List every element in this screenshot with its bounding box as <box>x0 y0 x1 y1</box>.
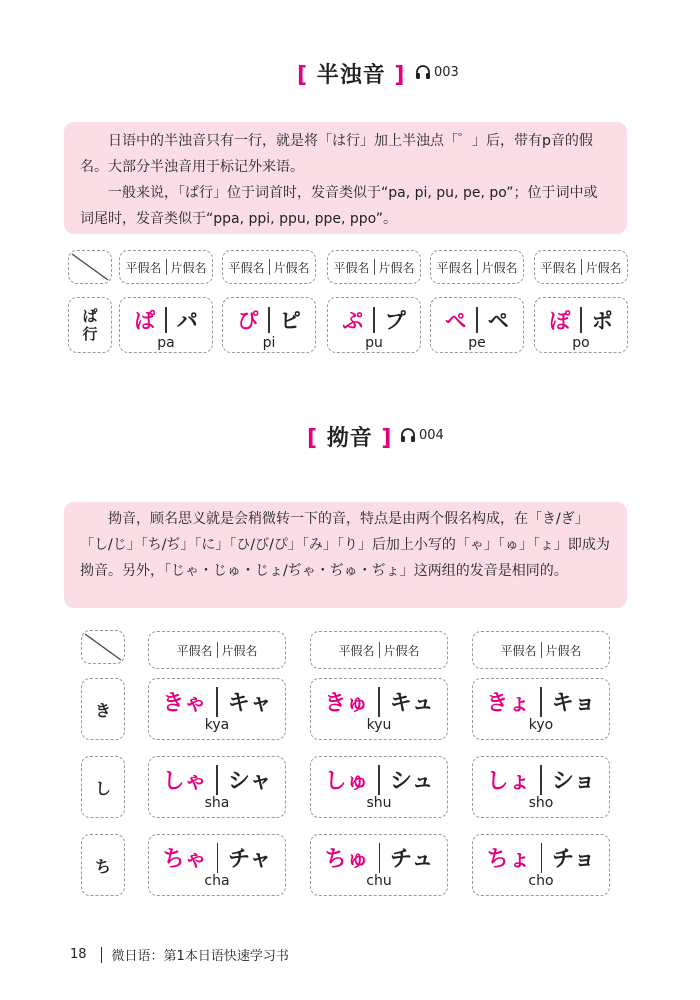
kana-cell <box>148 756 286 818</box>
kana-cell <box>310 834 448 896</box>
kana-pair <box>149 764 285 795</box>
diagonal-line <box>69 251 111 283</box>
section2-para1: 拗音，顾名思义就是会稍微转一下的音，特点是由两个假名构成，在「き/ぎ」「し/じ」「ち/ぢ」「に」「ひ/び/ぴ」「み」「り」后加上小写的「ゃ」「ゅ」「ょ」即成为拗音。另外，「じゃ・じゅ・じょ/ぢゃ・ぢゅ・ぢょ」这两组的发音是相同的。 <box>80 511 610 579</box>
hiragana: ちゃ <box>162 847 207 872</box>
kana-pair <box>149 842 285 873</box>
kana-cell <box>472 678 610 740</box>
kana-pair <box>311 764 447 795</box>
row-label-top: ぱ <box>82 307 98 325</box>
row-label: し <box>81 756 125 818</box>
hiragana: ちゅ <box>324 847 369 872</box>
kana-divider <box>165 307 167 333</box>
column-header <box>222 250 316 284</box>
header-hiragana: 平假名 <box>436 260 473 275</box>
header-divider <box>581 259 582 275</box>
kana-cell <box>310 678 448 740</box>
kana-cell <box>148 834 286 896</box>
kana-pair <box>328 305 420 335</box>
kana-pair <box>535 305 627 335</box>
hiragana: きょ <box>486 691 531 716</box>
romaji: pi <box>262 335 276 351</box>
katakana: ショ <box>551 769 596 794</box>
kana-pair <box>223 305 315 335</box>
kana-pair <box>473 764 609 795</box>
hiragana: ぽ <box>549 309 571 333</box>
romaji: shu <box>366 795 392 811</box>
footer-divider <box>101 947 102 963</box>
header-katakana: 片假名 <box>378 260 415 275</box>
header-katakana: 片假名 <box>481 260 518 275</box>
romaji: kya <box>204 717 230 733</box>
header-divider <box>166 259 167 275</box>
diagonal-line <box>82 631 124 663</box>
romaji: cho <box>528 873 554 889</box>
page-footer <box>70 945 289 964</box>
kana-pair <box>473 842 609 873</box>
kana-cell <box>222 297 316 353</box>
header-katakana: 片假名 <box>383 643 420 658</box>
hiragana: ぴ <box>237 309 259 333</box>
section1-audio[interactable] <box>415 64 459 80</box>
katakana: チュ <box>390 847 434 872</box>
katakana: キュ <box>389 691 434 716</box>
kana-divider <box>373 307 375 333</box>
romaji: pa <box>157 335 175 351</box>
section2-title <box>307 421 392 452</box>
headphones-icon <box>400 427 416 443</box>
katakana: チョ <box>552 847 596 872</box>
hiragana: きゅ <box>324 691 369 716</box>
headphones-icon <box>415 64 431 80</box>
kana-divider <box>216 765 218 795</box>
hiragana: きゃ <box>162 691 207 716</box>
kana-divider <box>476 307 478 333</box>
kana-cell <box>310 756 448 818</box>
kana-divider <box>216 687 218 717</box>
header-divider <box>374 259 375 275</box>
header-hiragana: 平假名 <box>125 260 162 275</box>
kana-cell <box>148 678 286 740</box>
kana-pair <box>431 305 523 335</box>
corner-diagonal-cell <box>81 630 125 664</box>
kana-cell <box>119 297 213 353</box>
page-number: 18 <box>70 947 87 962</box>
header-divider <box>217 642 218 658</box>
column-header <box>148 631 286 669</box>
kana-divider <box>541 843 543 873</box>
section2-title-text: 拗音 <box>326 426 373 451</box>
kana-cell <box>327 297 421 353</box>
column-header <box>327 250 421 284</box>
kana-divider <box>580 307 582 333</box>
katakana: チャ <box>228 847 272 872</box>
hiragana: ぱ <box>134 309 156 333</box>
hiragana: ちょ <box>486 847 531 872</box>
kana-pair <box>311 842 447 873</box>
bracket-open: [ <box>307 426 319 451</box>
kana-divider <box>217 843 219 873</box>
katakana: ポ <box>591 309 613 333</box>
katakana: ピ <box>279 309 301 333</box>
katakana: プ <box>384 309 406 333</box>
kana-divider <box>268 307 270 333</box>
header-divider <box>541 642 542 658</box>
romaji: po <box>572 335 590 351</box>
column-header <box>119 250 213 284</box>
katakana: シュ <box>389 769 434 794</box>
section2-description <box>64 502 627 608</box>
romaji: pe <box>468 335 486 351</box>
column-header <box>472 631 610 669</box>
bracket-open: [ <box>297 63 309 88</box>
kana-cell <box>534 297 628 353</box>
kana-divider <box>378 687 380 717</box>
hiragana: しょ <box>486 769 531 794</box>
kana-divider <box>540 687 542 717</box>
corner-diagonal-cell <box>68 250 112 284</box>
kana-cell <box>430 297 524 353</box>
kana-pair <box>473 686 609 717</box>
romaji: sha <box>204 795 230 811</box>
kana-divider <box>378 765 380 795</box>
header-katakana: 片假名 <box>585 260 622 275</box>
kana-pair <box>120 305 212 335</box>
hiragana: ぷ <box>342 309 364 333</box>
romaji: sho <box>528 795 554 811</box>
section1-para2: 一般来说，「ぱ行」位于词首时，发音类似于“pa, pi, pu, pe, po”；位于词中或词尾时，发音类似于“ppa, ppi, ppu, ppe, ppo”。 <box>80 185 598 227</box>
bracket-close: ] <box>381 426 393 451</box>
section1-description <box>64 122 627 234</box>
section1-para1: 日语中的半浊音只有一行，就是将「は行」加上半浊点「゜」后，带有p音的假名。大部分半浊音用于标记外来语。 <box>80 133 593 175</box>
romaji: kyu <box>366 717 392 733</box>
header-divider <box>269 259 270 275</box>
row-label <box>68 297 112 353</box>
book-title: 微日语：第1本日语快速学习书 <box>111 949 289 964</box>
kana-cell <box>472 756 610 818</box>
header-divider <box>477 259 478 275</box>
hiragana: しゅ <box>324 769 369 794</box>
katakana: キョ <box>551 691 596 716</box>
katakana: パ <box>176 309 198 333</box>
header-hiragana: 平假名 <box>500 643 537 658</box>
katakana: シャ <box>227 769 272 794</box>
header-katakana: 片假名 <box>221 643 258 658</box>
section1-title-text: 半浊音 <box>316 63 386 88</box>
header-divider <box>379 642 380 658</box>
hiragana: しゃ <box>162 769 207 794</box>
romaji: chu <box>366 873 392 889</box>
header-hiragana: 平假名 <box>540 260 577 275</box>
header-katakana: 片假名 <box>170 260 207 275</box>
audio-code: 004 <box>419 427 444 443</box>
row-label-bottom: 行 <box>82 325 98 343</box>
header-katakana: 片假名 <box>545 643 582 658</box>
header-hiragana: 平假名 <box>176 643 213 658</box>
kana-pair <box>149 686 285 717</box>
section2-audio[interactable] <box>400 427 444 443</box>
bracket-close: ] <box>394 63 406 88</box>
header-katakana: 片假名 <box>273 260 310 275</box>
column-header <box>310 631 448 669</box>
kana-divider <box>379 843 381 873</box>
row-label: き <box>81 678 125 740</box>
audio-code: 003 <box>434 64 459 80</box>
kana-divider <box>540 765 542 795</box>
header-hiragana: 平假名 <box>338 643 375 658</box>
column-header <box>430 250 524 284</box>
section1-title <box>297 58 405 89</box>
romaji: pu <box>365 335 383 351</box>
column-header <box>534 250 628 284</box>
katakana: キャ <box>227 691 272 716</box>
row-label: ち <box>81 834 125 896</box>
romaji: cha <box>204 873 230 889</box>
kana-cell <box>472 834 610 896</box>
header-hiragana: 平假名 <box>228 260 265 275</box>
kana-pair <box>311 686 447 717</box>
romaji: kyo <box>528 717 554 733</box>
hiragana: ぺ <box>445 309 467 333</box>
header-hiragana: 平假名 <box>333 260 370 275</box>
katakana: ペ <box>487 309 509 333</box>
